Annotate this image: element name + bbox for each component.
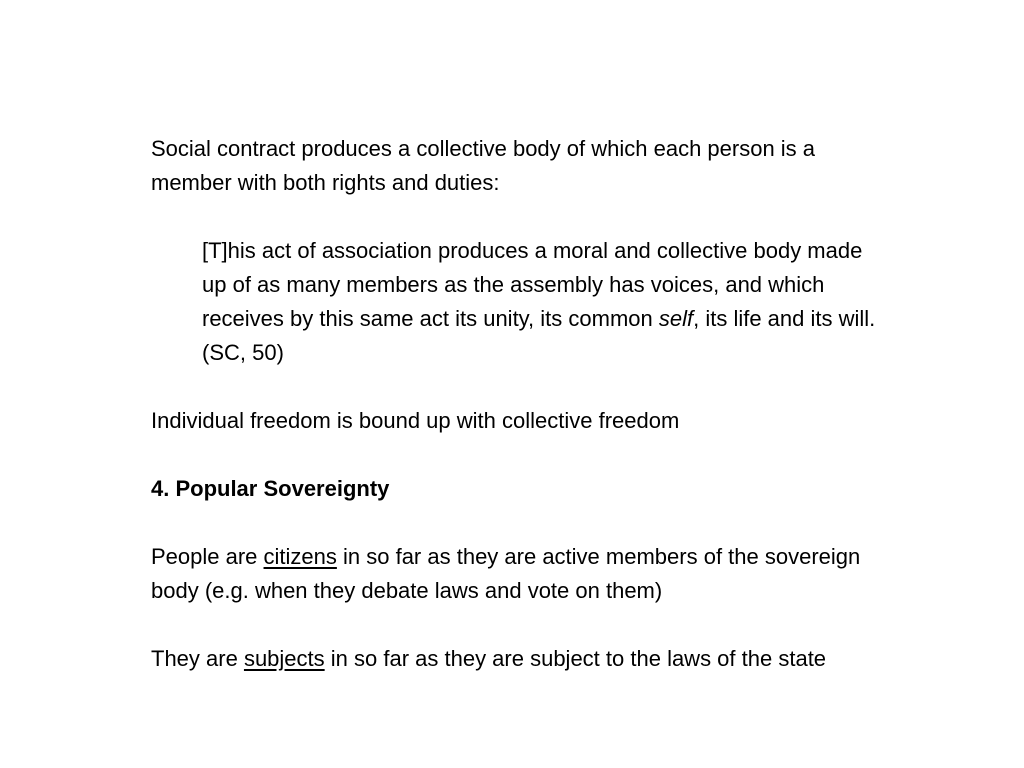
quote-text-start: [T]his act of association produces a moral and collective body made up of as many members as the assembly has voices, and which receives by this same act its unity, its common [202, 238, 863, 331]
intro-paragraph [151, 132, 891, 200]
citizens-paragraph [151, 540, 891, 608]
subjects-text-end: in so far as they are subject to the laws of the state [324, 646, 827, 671]
citizens-term: citizens [263, 544, 337, 569]
subjects-text-start: They are [151, 646, 244, 671]
freedom-paragraph [151, 404, 891, 438]
spacer [151, 438, 891, 472]
spacer [151, 608, 891, 642]
subjects-term: subjects [243, 646, 325, 671]
intro-text: Social contract produces a collective body of which each person is a member with both rights and duties: [151, 136, 816, 195]
spacer [151, 370, 891, 404]
spacer [151, 200, 891, 234]
citizens-text-end: in so far as they are active members of the sovereign body (e.g. when they debate laws and vote on them) [151, 544, 861, 603]
section-heading-text: 4. Popular Sovereignty [151, 476, 390, 501]
block-quote [151, 234, 891, 370]
section-heading [151, 472, 891, 506]
citizens-text-start: People are [151, 544, 264, 569]
freedom-text: Individual freedom is bound up with collective freedom [151, 408, 680, 433]
subjects-paragraph [151, 642, 891, 676]
quote-text-end: , its life and its will. (SC, 50) [202, 306, 876, 365]
slide-content [151, 132, 891, 676]
quote-emphasis: self [658, 306, 694, 331]
spacer [151, 506, 891, 540]
